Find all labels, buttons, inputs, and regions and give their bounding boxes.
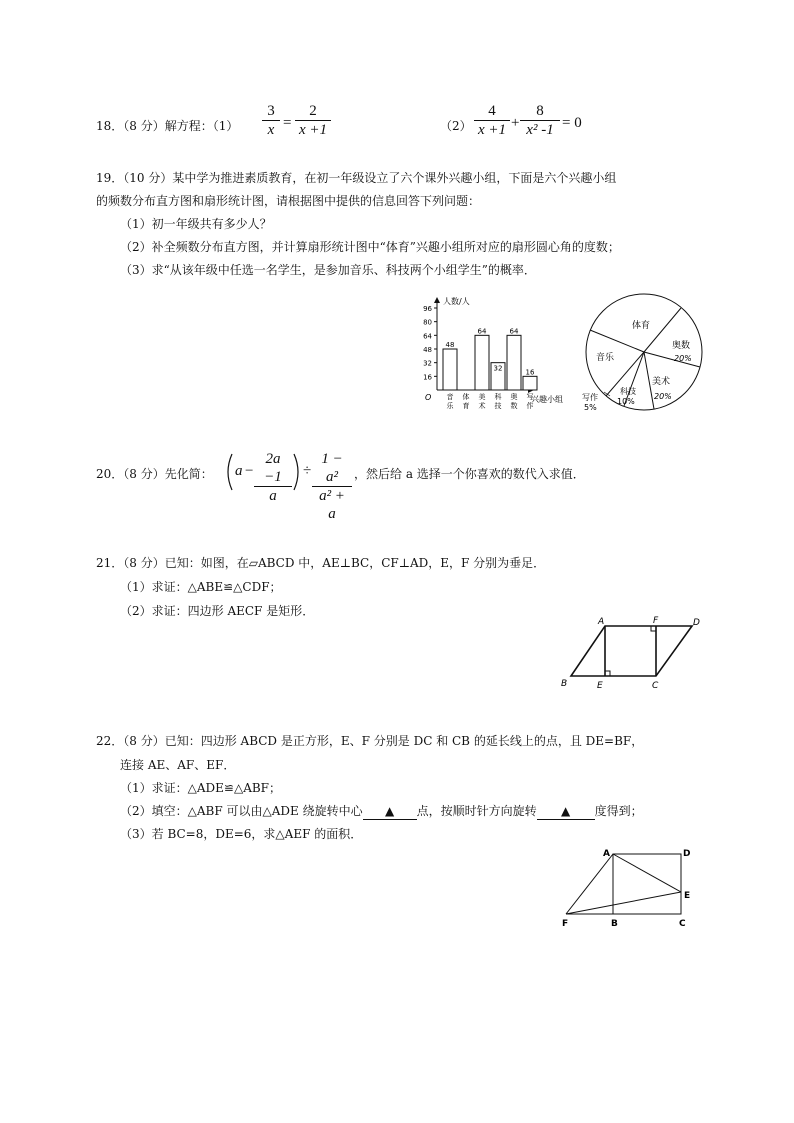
y-tick-label: 96 xyxy=(423,305,432,313)
y-tick-label: 80 xyxy=(423,318,432,327)
q20-header: 20．（8 分）先化简： xyxy=(96,467,213,481)
q22-line1: 22．（8 分）已知：四边形 ABCD 是正方形，E、F 分别是 DC 和 CB 的延长线上的点，且 DE=BF， xyxy=(96,734,644,748)
label-d: D xyxy=(693,618,700,628)
x-category-label: 音 xyxy=(446,393,454,401)
pie-label-music: 音乐 xyxy=(596,353,615,363)
label-e: E xyxy=(597,681,603,691)
q22-line2: 连接 AE、AF、EF． xyxy=(120,758,236,772)
pie-chart xyxy=(582,292,712,422)
pie-label-writing: 写作 xyxy=(582,393,598,402)
q19-sub2: （2）补全频数分布直方图，并计算扇形统计图中“体育”兴趣小组所对应的扇形圆心角的度数； xyxy=(120,240,620,254)
q18-header: 18．（8 分）解方程：（1） xyxy=(96,119,239,133)
label-f: F xyxy=(653,616,659,626)
y-tick-label: 32 xyxy=(423,359,432,368)
bar xyxy=(523,376,537,390)
q18-p1-rhs-fraction: $\frac{2}{x +1}$ xyxy=(295,102,331,139)
segment-ef xyxy=(566,892,681,914)
y-tick-label: 48 xyxy=(423,346,432,354)
y-tick-label: 16 xyxy=(423,373,432,382)
pie-pct-writing: 5% xyxy=(584,403,597,412)
x-category-label: 写 xyxy=(526,393,534,401)
square-figure xyxy=(556,846,706,930)
q20-tail: ，然后给 a 选择一个你喜欢的数代入求值． xyxy=(354,467,585,481)
q18-p2-tail: = 0 xyxy=(562,115,582,131)
q20-a: a xyxy=(235,463,243,479)
q18-p2-label: （2） xyxy=(440,119,472,133)
q21-line1: 21．（8 分）已知：如图，在▱ABCD 中，AE⊥BC，CF⊥AD，E，F 分别为垂足． xyxy=(96,556,546,570)
label-c: C xyxy=(652,681,659,691)
bar-value-label: 64 xyxy=(509,327,519,336)
x-category-label: 乐 xyxy=(446,402,454,410)
bar-value-label: 64 xyxy=(477,327,487,336)
label-f: F xyxy=(562,919,569,929)
q18-p1-lhs-fraction: $\frac{3}{x}$ xyxy=(262,102,280,139)
label-c: C xyxy=(679,919,686,929)
q20-fraction-2: $\frac{\text{1 − a²}}{\text{a² + a}}$ xyxy=(312,450,352,523)
x-category-label: 数 xyxy=(510,402,518,410)
x-category-label: 作 xyxy=(526,402,534,410)
label-d: D xyxy=(683,849,691,859)
left-paren xyxy=(224,452,234,492)
pie-pct-olympiad: 20% xyxy=(674,354,692,363)
x-category-label: 科 xyxy=(494,393,502,401)
right-paren xyxy=(292,452,302,492)
q19-sub3: （3）求“从该年级中任选一名学生，是参加音乐、科技两个小组学生”的概率． xyxy=(120,263,536,277)
segment-ae xyxy=(613,854,681,892)
x-category-label: 美 xyxy=(478,393,486,401)
x-category-label: 奥 xyxy=(510,393,518,401)
pie-label-tech: 科技 xyxy=(620,387,636,396)
pie-label-art: 美术 xyxy=(652,377,671,387)
label-b: B xyxy=(561,679,568,689)
bar-value-label: 48 xyxy=(445,341,455,349)
y-axis-label: 人数/人 xyxy=(443,297,470,306)
fill-blank-angle[interactable]: ▲ xyxy=(537,803,595,820)
pie-label-olympiad: 奥数 xyxy=(672,341,691,351)
x-axis-label: 兴趣小组 xyxy=(531,395,563,404)
q18-p2-b-fraction: $\frac{8}{\text{x² -1}}$ xyxy=(520,102,560,139)
label-e: E xyxy=(684,891,691,901)
x-category-label: 技 xyxy=(494,402,502,410)
segment-af xyxy=(566,854,613,914)
q19-sub1: （1）初一年级共有多少人？ xyxy=(120,217,272,231)
pie-label-sports: 体育 xyxy=(632,321,651,331)
q20-minus: − xyxy=(245,463,254,479)
q22-sub3: （3）若 BC=8，DE=6，求△AEF 的面积． xyxy=(120,827,363,841)
q18-p2-a-fraction: $\frac{4}{x +1}$ xyxy=(474,102,510,139)
q20-divide: ÷ xyxy=(303,463,312,479)
x-category-label: 体 xyxy=(462,393,470,401)
fill-blank-center[interactable]: ▲ xyxy=(363,803,417,820)
bar xyxy=(507,335,521,390)
pie-pct-tech: 10% xyxy=(617,397,635,406)
q20-fraction-1: $\frac{2a -1}{a}$ xyxy=(254,450,292,505)
bar xyxy=(443,349,457,390)
x-category-label: 育 xyxy=(462,402,470,410)
q21-sub2: （2）求证：四边形 AECF 是矩形． xyxy=(120,604,315,618)
q22-sub1: （1）求证：△ADE≌△ABF； xyxy=(120,781,282,795)
parallelogram-abcd xyxy=(571,626,692,676)
x-category-label: 术 xyxy=(478,402,486,410)
parallelogram-figure xyxy=(556,612,706,692)
pie-divider xyxy=(590,330,644,352)
label-a: A xyxy=(603,849,610,859)
q18-plus: + xyxy=(511,115,520,131)
q19-line2: 的频数分布直方图和扇形统计图，请根据图中提供的信息回答下列问题： xyxy=(96,194,481,208)
label-a: A xyxy=(598,617,605,627)
origin-label: O xyxy=(425,393,432,402)
pie-pct-art: 20% xyxy=(654,392,672,401)
label-b: B xyxy=(611,919,618,929)
q19-line1: 19．（10 分）某中学为推进素质教育，在初一年级设立了六个课外兴趣小组，下面是六个兴趣小组 xyxy=(96,171,617,185)
bar-value-label: 16 xyxy=(525,368,535,377)
bar-value-label: 32 xyxy=(493,364,503,373)
q22-sub2: （2）填空：△ABF 可以由△ADE 绕旋转中心 ▲ 点，按顺时针方向旋转 ▲ 度得到； xyxy=(120,804,643,818)
q18-equals: = xyxy=(283,115,292,131)
histogram-chart xyxy=(415,292,595,422)
square-abcd xyxy=(613,854,681,914)
y-tick-label: 64 xyxy=(423,332,432,341)
q21-sub1: （1）求证：△ABE≌△CDF； xyxy=(120,580,282,594)
bar xyxy=(475,335,489,390)
